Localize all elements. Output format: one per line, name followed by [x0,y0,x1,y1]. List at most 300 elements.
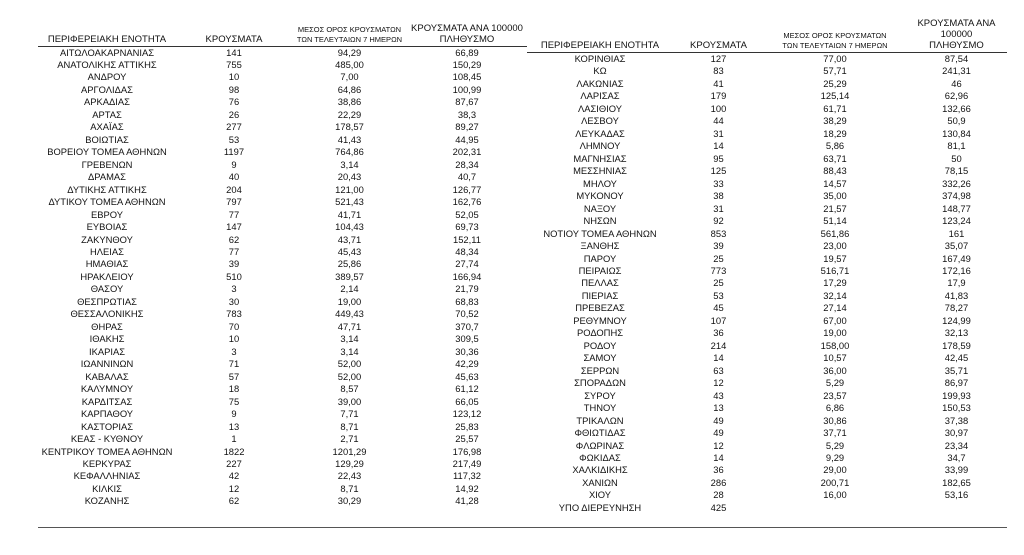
cell-cases: 53 [228,133,240,145]
cell-avg7: 37,71 [823,427,847,439]
cell-region: ΦΛΩΡΙΝΑΣ [575,439,625,451]
table-row [38,71,527,83]
table-row [527,377,1007,389]
table-row [527,53,1007,66]
cell-region: ΑΝΑΤΟΛΙΚΗΣ ΑΤΤΙΚΗΣ [57,58,157,70]
cell-per100k: 50 [951,152,962,164]
cell-region: ΗΡΑΚΛΕΙΟΥ [80,270,134,282]
table-row [38,184,527,196]
table-body-right [527,53,1007,515]
cell-avg7: 7,71 [340,408,359,420]
cell-region: ΛΑΣΙΘΙΟΥ [577,102,623,114]
cell-region: ΚΕΑΣ - ΚΥΘΝΟΥ [70,433,144,445]
cell-region: ΧΑΝΙΩΝ [582,476,618,488]
cell-region: ΔΡΑΜΑΣ [88,171,126,183]
cell-per100k: 23,34 [944,439,969,451]
cell-cases: 45 [713,302,724,314]
table-row [38,109,527,121]
cell-per100k: 66,05 [455,395,479,407]
cell-per100k: 48,34 [455,246,479,257]
cell-avg7: 30,29 [337,495,362,507]
cell-per100k: 182,65 [942,476,971,488]
table-row [527,277,1007,289]
table-row [38,46,527,59]
cell-region: ΛΕΥΚΑΔΑΣ [575,127,625,139]
cell-cases: 783 [226,308,242,320]
cell-cases: 83 [713,65,724,77]
cell-per100k: 35,07 [944,240,969,252]
cell-avg7: 5,86 [825,140,845,152]
cell-region: ΔΥΤΙΚΗΣ ΑΤΤΙΚΗΣ [67,183,147,195]
table-row [527,90,1007,102]
cell-cases: 26 [228,108,240,120]
cell-region: ΠΕΛΛΑΣ [581,277,619,289]
cell-cases: 773 [710,264,727,276]
cell-per100k: 370,7 [455,320,479,332]
header-avg7-line2: ΤΩΝ ΤΕΛΕΥΤΑΙΩΝ 7 ΗΜΕΡΩΝ [296,34,403,44]
cell-per100k: 124,99 [942,314,971,326]
cell-region: ΠΑΡΟΥ [583,252,617,264]
header-per100k-line1: ΚΡΟΥΣΜΑΤΑ ΑΝΑ 100000 [411,22,523,34]
table-row [38,159,527,171]
cell-region: ΑΙΤΩΛΟΑΚΑΡΝΑΝΙΑΣ [59,46,155,58]
cell-per100k: 374,98 [942,190,971,202]
table-row [527,190,1007,202]
cell-region: ΡΕΘΥΜΝΟΥ [573,314,627,326]
table-row [527,390,1007,402]
cell-avg7: 19,00 [337,295,362,307]
cell-avg7 [764,502,906,514]
cell-per100k: 52,05 [455,208,479,220]
header-avg7 [292,18,407,46]
cell-cases: 425 [710,501,727,513]
cell-region: ΘΕΣΣΑΛΟΝΙΚΗΣ [70,308,144,320]
table-row [527,240,1007,252]
table-row [38,146,527,158]
cell-region: ΧΙΟΥ [588,489,612,501]
table-row [527,352,1007,364]
cell-region: ΔΥΤΙΚΟΥ ΤΟΜΕΑ ΑΘΗΝΩΝ [48,196,166,208]
cell-region: ΡΟΔΟΠΗΣ [576,327,624,339]
cell-region: ΚΑΛΥΜΝΟΥ [80,383,134,395]
cell-avg7: 8,71 [340,420,359,432]
cell-per100k: 87,67 [455,96,479,108]
header-per100k [906,18,1007,53]
cell-cases: 77 [228,246,240,257]
cell-per100k: 28,34 [455,158,479,170]
cell-avg7: 178,57 [335,121,364,133]
cell-per100k: 108,45 [452,71,482,83]
table-row [38,433,527,445]
cell-avg7: 94,29 [337,46,362,58]
cell-cases: 10 [228,333,240,345]
cell-avg7: 16,00 [823,489,847,501]
cell-region: ΤΗΝΟΥ [583,402,617,414]
table-row [527,315,1007,327]
table-row [527,228,1007,240]
cell-avg7: 61,71 [823,102,847,114]
cell-cases: 14 [713,352,724,364]
cell-cases: 49 [713,427,724,439]
cell-avg7: 63,71 [823,152,847,164]
cell-cases: 214 [710,339,727,351]
cell-avg7: 23,00 [823,240,847,252]
cell-region: ΛΗΜΝΟΥ [579,140,621,152]
cell-cases: 40 [228,171,240,183]
cell-per100k: 166,94 [452,270,482,282]
cell-cases: 1197 [223,146,245,158]
cell-per100k: 44,95 [455,133,479,145]
cell-per100k: 37,38 [944,414,969,426]
cell-region: ΙΩΑΝΝΙΝΩΝ [80,358,134,370]
table-row [38,483,527,495]
cell-region: ΚΕΡΚΥΡΑΣ [82,457,132,469]
cell-cases: 62 [228,233,240,245]
cell-per100k: 66,89 [455,46,479,58]
cell-cases: 41 [713,77,724,89]
cell-per100k: 167,49 [942,252,971,264]
header-avg7 [764,18,906,53]
cell-cases: 3 [231,283,237,295]
cell-cases: 12 [228,482,240,494]
cell-region: ΒΟΙΩΤΙΑΣ [85,133,129,145]
header-region: ΠΕΡΙΦΕΡΕΙΑΚΗ ΕΝΟΤΗΤΑ [527,18,673,53]
cell-per100k: 123,24 [942,215,971,227]
cell-avg7: 17,29 [823,277,847,289]
cell-avg7: 129,29 [335,457,364,469]
header-cases: ΚΡΟΥΣΜΑΤΑ [673,18,764,53]
cell-region: ΧΑΛΚΙΔΙΚΗΣ [572,464,628,476]
table-row [38,121,527,133]
cell-region: ΝΗΣΩΝ [583,215,617,227]
table-row [38,333,527,345]
cell-per100k: 176,98 [452,445,482,457]
cell-per100k: 89,27 [455,121,479,133]
cell-region: ΜΕΣΣΗΝΙΑΣ [573,165,627,177]
cell-cases: 63 [713,364,724,376]
cell-avg7: 35,00 [823,190,847,202]
cell-avg7: 77,00 [823,53,847,64]
cell-cases: 12 [713,377,724,389]
table-row [38,171,527,183]
cell-region: ΝΑΞΟΥ [583,202,617,214]
table-row [38,209,527,221]
table-row [38,59,527,71]
cell-cases: 12 [713,439,724,451]
cell-avg7: 125,14 [820,90,850,102]
table-row [38,246,527,258]
table-row [38,258,527,270]
cell-avg7: 8,71 [340,482,359,494]
cell-avg7: 200,71 [820,476,850,488]
cell-per100k: 130,84 [942,127,971,139]
cell-region: ΦΘΙΩΤΙΔΑΣ [574,427,626,439]
cell-cases: 38 [713,190,724,202]
cell-avg7: 88,43 [823,165,847,177]
cell-cases: 95 [713,152,724,164]
cell-avg7: 41,71 [337,208,362,220]
cell-avg7: 3,14 [340,158,359,170]
cell-cases: 75 [228,395,240,407]
table-row [38,283,527,295]
cell-per100k: 30,36 [455,345,479,357]
cell-per100k: 100,99 [452,83,482,95]
cell-cases: 853 [710,227,727,239]
cell-avg7: 561,86 [820,227,850,239]
cell-per100k: 35,71 [944,364,969,376]
cell-cases: 141 [226,46,242,58]
cell-avg7: 38,86 [337,96,362,108]
cell-avg7: 52,00 [337,370,362,382]
table-row [38,383,527,395]
cell-avg7: 158,00 [820,339,850,351]
cell-cases: 9 [231,408,237,420]
cell-region: ΣΑΜΟΥ [583,352,617,364]
covid-cases-table-left [38,18,527,508]
table-row [527,140,1007,152]
cell-per100k: 33,99 [944,464,969,476]
cell-per100k: 25,57 [455,433,479,445]
cell-avg7: 47,71 [337,320,362,332]
cell-cases: 98 [228,83,240,95]
cell-avg7: 449,43 [335,308,364,320]
cell-cases: 49 [713,414,724,426]
cell-cases: 13 [228,420,240,432]
cell-region: ΕΥΒΟΙΑΣ [86,221,128,233]
cell-region: ΚΑΡΔΙΤΣΑΣ [81,395,133,407]
cell-region: ΘΗΡΑΣ [91,320,123,332]
table-row [527,265,1007,277]
cell-cases: 25 [713,277,724,289]
table-row [38,358,527,370]
cell-cases: 3 [231,345,237,357]
table-row [527,115,1007,127]
table-row [38,470,527,482]
cell-cases: 77 [228,208,240,220]
cell-avg7: 2,71 [340,433,359,445]
cell-avg7: 389,57 [335,270,364,282]
cell-region: ΠΕΙΡΑΙΩΣ [578,264,622,276]
cell-per100k [906,502,1007,514]
cell-avg7: 21,57 [823,202,847,214]
cell-avg7: 5,29 [825,439,845,451]
cell-avg7: 52,00 [337,358,362,370]
cell-region: ΚΑΒΑΛΑΣ [85,370,129,382]
cell-per100k: 78,27 [944,302,969,314]
cell-region: ΚΑΣΤΟΡΙΑΣ [80,420,134,432]
cell-avg7: 485,00 [335,58,364,70]
cell-region: ΣΥΡΟΥ [584,389,616,401]
cell-cases: 30 [228,295,240,307]
cell-per100k: 217,49 [452,457,482,469]
table-row [527,477,1007,489]
cell-cases: 107 [710,314,727,326]
table-row [38,84,527,96]
table-row [38,371,527,383]
cell-per100k: 152,11 [453,233,481,245]
cell-avg7: 8,57 [340,383,359,395]
cell-region: ΝΟΤΙΟΥ ΤΟΜΕΑ ΑΘΗΝΩΝ [543,227,657,239]
header-cases: ΚΡΟΥΣΜΑΤΑ [176,18,292,46]
cell-region: ΛΕΣΒΟΥ [581,115,619,127]
cell-cases: 510 [226,270,242,282]
cell-per100k: 38,3 [457,108,477,120]
cell-cases: 100 [710,102,727,114]
cell-region: ΞΑΝΘΗΣ [580,240,620,252]
header-region: ΠΕΡΙΦΕΡΕΙΑΚΗ ΕΝΟΤΗΤΑ [38,18,176,46]
cell-per100k: 34,7 [947,452,966,463]
cell-cases: 18 [228,383,240,395]
cell-cases: 43 [713,389,724,401]
cell-cases: 62 [228,495,240,507]
cell-cases: 277 [226,121,242,133]
table-row [527,440,1007,452]
cell-region: ΚΙΛΚΙΣ [92,482,122,494]
cell-per100k: 126,77 [452,183,482,195]
table-row [38,408,527,420]
table-row [527,327,1007,339]
cell-region: ΙΘΑΚΗΣ [89,333,125,345]
covid-cases-table-right [527,18,1007,514]
cell-per100k: 117,32 [453,470,481,482]
table-row [527,128,1007,140]
cell-per100k: 87,54 [944,53,969,64]
cell-region: ΚΟΡΙΝΘΙΑΣ [574,53,626,64]
cell-region: ΠΙΕΡΙΑΣ [581,289,619,301]
cell-per100k: 309,5 [455,333,479,345]
cell-per100k: 50,9 [947,115,966,127]
cell-region: ΑΡΚΑΔΙΑΣ [84,96,130,108]
cell-avg7: 18,29 [823,127,847,139]
cell-avg7: 30,86 [823,414,847,426]
header-per100k-line1: ΚΡΟΥΣΜΑΤΑ ΑΝΑ 100000 [917,18,996,40]
cell-per100k: 132,66 [942,102,971,114]
cell-avg7: 25,86 [337,258,362,270]
cell-region: ΚΟΖΑΝΗΣ [84,495,130,507]
cell-avg7: 10,57 [823,352,847,364]
cell-avg7: 2,14 [340,283,359,295]
cell-avg7: 5,29 [825,377,845,389]
cell-avg7: 43,71 [337,233,362,245]
cell-region: ΗΜΑΘΙΑΣ [85,258,129,270]
header-avg7-line1: ΜΕΣΟΣ ΟΡΟΣ ΚΡΟΥΣΜΑΤΩΝ [783,31,887,40]
cell-avg7: 32,14 [823,289,847,301]
cell-per100k: 241,31 [942,65,971,77]
table-row [527,340,1007,352]
cell-avg7: 3,14 [340,345,359,357]
cell-avg7: 9,29 [825,452,845,463]
cell-per100k: 27,74 [455,258,479,270]
cell-cases: 125 [710,165,727,177]
cell-region: ΜΑΓΝΗΣΙΑΣ [573,152,627,164]
cell-cases: 755 [226,58,242,70]
cell-per100k: 70,52 [455,308,479,320]
cell-per100k: 150,53 [942,402,971,414]
table-row [527,103,1007,115]
table-row [38,196,527,208]
cell-avg7: 19,00 [823,327,847,339]
table-row [38,346,527,358]
table-header-row [38,18,527,46]
table-row [527,502,1007,514]
cell-per100k: 86,97 [944,377,969,389]
cell-per100k: 202,31 [452,146,482,158]
table-row [38,234,527,246]
cell-region: ΠΡΕΒΕΖΑΣ [575,302,625,314]
cell-region: ΑΡΓΟΛΙΔΑΣ [81,83,133,95]
cell-per100k: 41,83 [944,289,969,301]
table-row [38,458,527,470]
cell-avg7: 36,00 [823,364,847,376]
cell-cases: 36 [713,327,724,339]
table-row [527,203,1007,215]
cell-cases: 204 [226,183,242,195]
cell-avg7: 22,43 [337,470,362,482]
cell-per100k: 41,28 [455,495,479,507]
cell-cases: 286 [710,476,727,488]
cell-per100k: 17,9 [947,277,966,289]
table-row [38,96,527,108]
cell-cases: 31 [713,202,724,214]
cell-per100k: 162,76 [452,196,482,208]
cell-region: ΖΑΚΥΝΘΟΥ [81,233,133,245]
cell-region: ΘΕΣΠΡΩΤΙΑΣ [77,295,137,307]
cell-region: ΚΑΡΠΑΘΟΥ [80,408,134,420]
cell-cases: 42 [228,470,240,482]
cell-cases: 57 [228,370,240,382]
table-row [38,271,527,283]
table-row [527,215,1007,227]
cell-avg7: 25,29 [823,77,847,89]
cell-per100k: 69,73 [455,221,479,233]
table-row [527,78,1007,90]
table-row [38,396,527,408]
cell-per100k: 172,16 [942,264,971,276]
table-row [527,178,1007,190]
cell-cases: 44 [713,115,724,127]
cell-per100k: 78,15 [944,165,969,177]
cell-avg7: 64,86 [337,83,362,95]
header-per100k [407,18,527,46]
cell-per100k: 45,63 [455,370,479,382]
cell-region: ΕΒΡΟΥ [90,208,123,220]
cell-avg7: 516,71 [820,264,850,276]
cell-cases: 28 [713,489,724,501]
cell-region: ΚΩ [593,65,607,77]
cell-region: ΑΡΤΑΣ [92,108,122,120]
cell-cases: 797 [226,196,242,208]
header-avg7-line1: ΜΕΣΟΣ ΟΡΟΣ ΚΡΟΥΣΜΑΤΩΝ [297,24,402,34]
cell-region: ΜΗΛΟΥ [583,177,617,189]
cell-region: ΒΟΡΕΙΟΥ ΤΟΜΕΑ ΑΘΗΝΩΝ [47,146,167,158]
header-avg7-line2: ΤΩΝ ΤΕΛΕΥΤΑΙΩΝ 7 ΗΜΕΡΩΝ [782,41,888,50]
table-row [527,65,1007,77]
cell-per100k: 25,83 [455,420,479,432]
cell-per100k: 42,29 [455,358,479,370]
cell-cases: 127 [710,53,727,64]
cell-avg7: 121,00 [335,183,364,195]
table-row [38,421,527,433]
cell-per100k: 199,93 [942,389,971,401]
cell-avg7: 19,57 [823,252,847,264]
table-row [527,452,1007,464]
table-bottom-rule [38,527,1007,528]
cell-cases: 9 [231,158,237,170]
cell-avg7: 51,14 [823,215,847,227]
cell-region: ΗΛΕΙΑΣ [90,246,124,257]
table-row [527,365,1007,377]
cell-avg7: 57,71 [823,65,847,77]
